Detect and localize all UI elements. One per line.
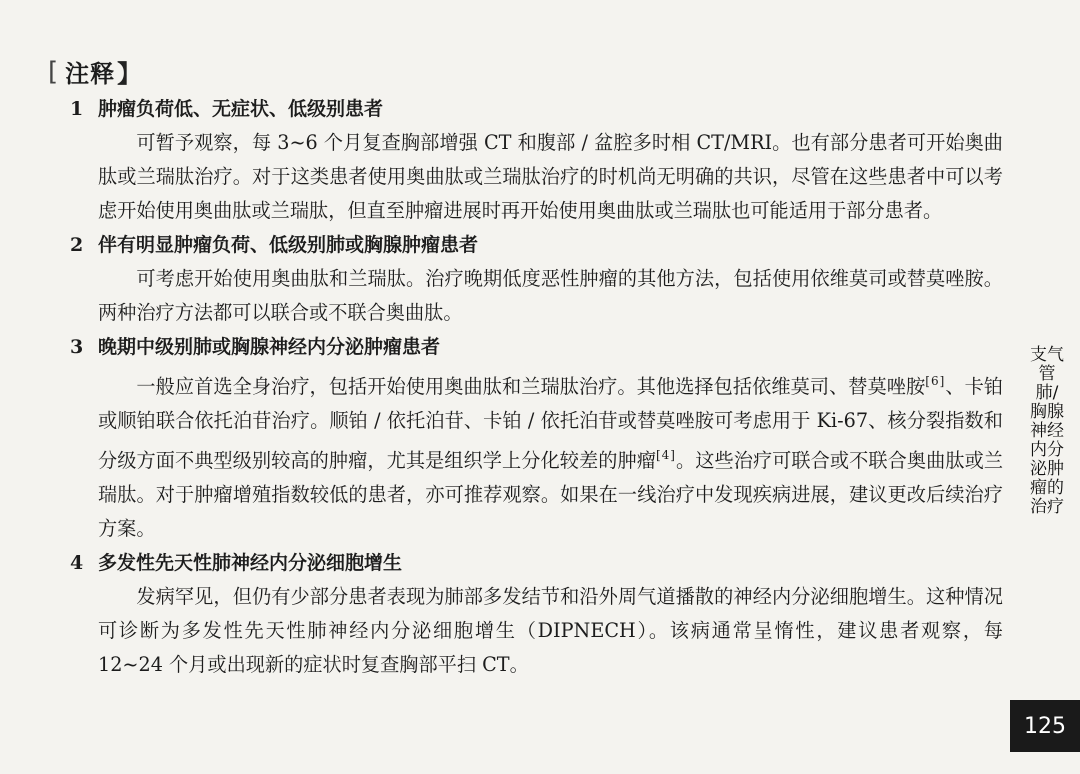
note-number: 3 bbox=[70, 336, 84, 358]
note-item-4 bbox=[70, 546, 1003, 682]
note-number: 2 bbox=[70, 234, 84, 256]
note-paragraph-text: 可暂予观察，每 3~6 个月复查胸部增强 CT 和腹部 / 盆腔多时相 CT/MRI。也有部分患者可开始奥曲肽或兰瑞肽治疗。对于这类患者使用奥曲肽或兰瑞肽治疗的时机尚无明确的共识，尽管在这些患者中可以考虑开始使用奥曲肽或兰瑞肽，但直至肿瘤进展时再开始使用奥曲肽或兰瑞肽也可能适用于部分患者。 bbox=[98, 131, 1003, 222]
citation-ref: [6] bbox=[925, 374, 946, 388]
note-paragraph bbox=[98, 364, 1003, 546]
note-paragraph-text: 可考虑开始使用奥曲肽和兰瑞肽。治疗晚期低度恶性肿瘤的其他方法，包括使用依维莫司或替莫唑胺。两种治疗方法都可以联合或不联合奥曲肽。 bbox=[98, 267, 1003, 324]
note-number: 1 bbox=[70, 98, 84, 120]
heading-text: 注释 bbox=[65, 60, 116, 88]
note-paragraph bbox=[98, 262, 1003, 330]
note-title-text: 多发性先天性肺神经内分泌细胞增生 bbox=[98, 552, 403, 574]
note-paragraph-text: 发病罕见，但仍有少部分患者表现为肺部多发结节和沿外周气道播散的神经内分泌细胞增生。这种情况可诊断为多发性先天性肺神经内分泌细胞增生（DIPNECH）。该病通常呈惰性，建议患者观察，每 12~24 个月或出现新的症状时复查胸部平扫 CT。 bbox=[98, 585, 1003, 676]
notes-content bbox=[70, 92, 1004, 682]
note-item-2 bbox=[70, 228, 1003, 330]
note-paragraph bbox=[98, 580, 1003, 682]
note-title bbox=[70, 92, 1000, 126]
note-title-text: 伴有明显肿瘤负荷、低级别肺或胸腺肿瘤患者 bbox=[98, 234, 479, 256]
note-title-text: 肿瘤负荷低、无症状、低级别患者 bbox=[98, 98, 384, 120]
heading-close-bracket: 】 bbox=[117, 60, 143, 88]
note-title-text: 晚期中级别肺或胸腺神经内分泌肿瘤患者 bbox=[98, 336, 441, 358]
citation-ref: [4] bbox=[655, 448, 676, 462]
note-item-3 bbox=[70, 330, 1004, 546]
note-title bbox=[70, 330, 1000, 364]
section-heading bbox=[48, 54, 142, 89]
page-number: 125 bbox=[1010, 700, 1080, 752]
note-title bbox=[70, 546, 1000, 580]
note-paragraph-text: 。这些治疗可联合或不联合奥曲肽或兰瑞肽。对于肿瘤增殖指数较低的患者，亦可推荐观察。如果在一线治疗中发现疾病进展，建议更改后续治疗方案。 bbox=[98, 449, 1004, 540]
note-paragraph-text: 一般应首选全身治疗，包括开始使用奥曲肽和兰瑞肽治疗。其他选择包括依维莫司、替莫唑胺 bbox=[136, 375, 926, 398]
note-item-1 bbox=[70, 92, 1003, 228]
note-paragraph bbox=[98, 126, 1003, 228]
heading-open-bracket: [ bbox=[48, 56, 60, 87]
note-title bbox=[70, 228, 1000, 262]
chapter-side-tab: 支气管肺/胸腺神经内分泌肿瘤的治疗 bbox=[1030, 345, 1064, 517]
note-paragraph-text: 、卡铂或顺铂联合依托泊苷治疗。顺铂 / 依托泊苷、卡铂 / 依托泊苷或替莫唑胺可考虑用于 Ki-67、核分裂指数和分级方面不典型级别较高的肿瘤，尤其是组织学上分化较差的肿瘤 bbox=[98, 375, 1004, 472]
note-number: 4 bbox=[70, 552, 84, 574]
